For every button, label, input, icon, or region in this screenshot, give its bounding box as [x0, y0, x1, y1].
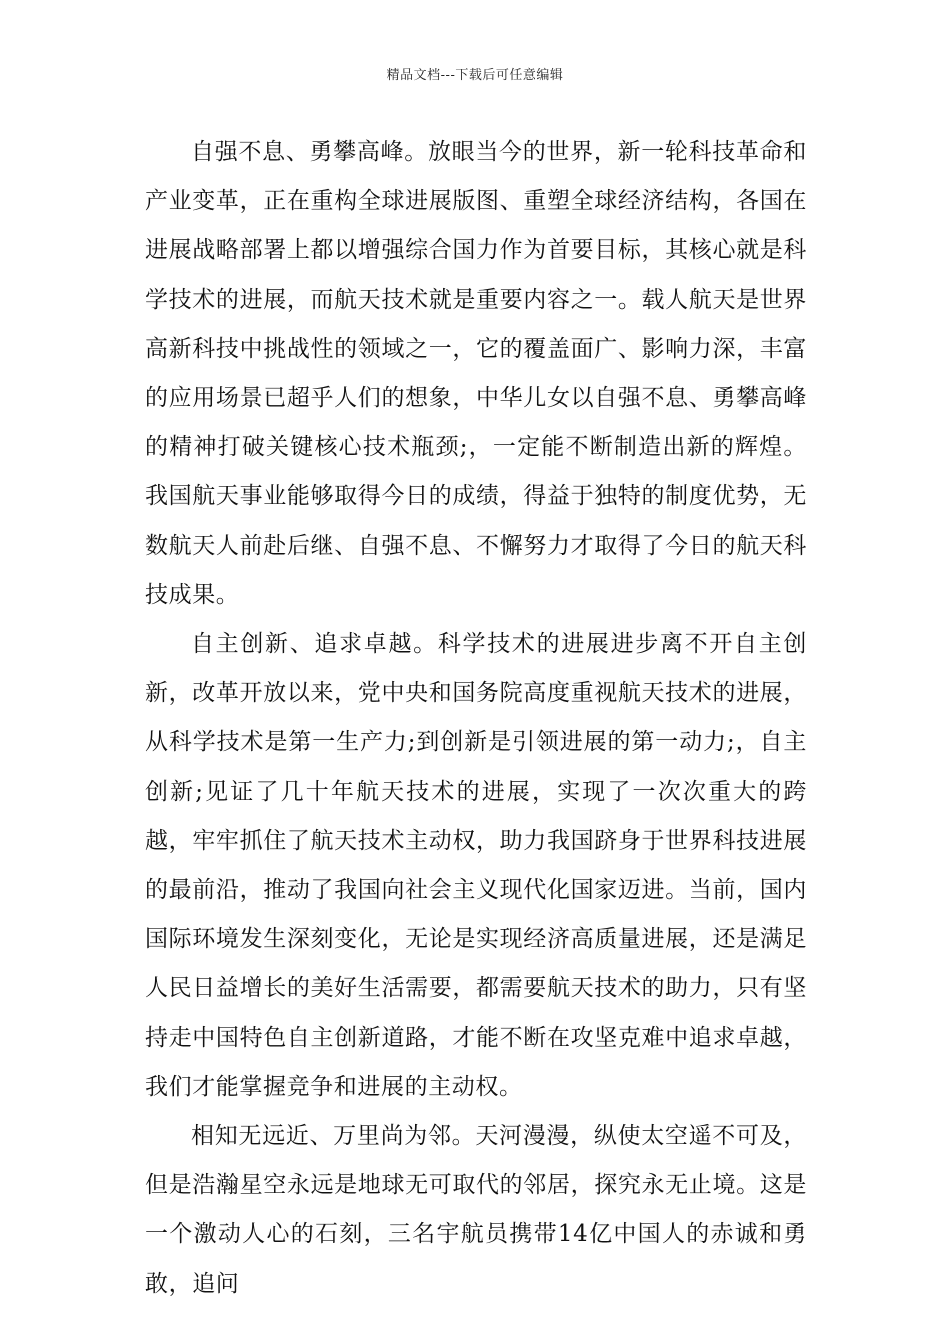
- paragraph-3: 相知无远近、万里尚为邻。天河漫漫，纵使太空遥不可及，但是浩瀚星空永远是地球无可取代的邻居，探究永无止境。这是一个激动人心的石刻，三名宇航员携带14亿中国人的赤诚和勇敢，追问: [145, 1123, 807, 1297]
- document-body: [145, 128, 807, 1309]
- paragraph-1: 自强不息、勇攀高峰。放眼当今的世界，新一轮科技革命和产业变革，正在重构全球进展版图、重塑全球经济结构，各国在进展战略部署上都以增强综合国力作为首要目标，其核心就是科学技术的进展，而航天技术就是重要内容之一。载人航天是世界高新科技中挑战性的领域之一，它的覆盖面广、影响力深，丰富的应用场景已超乎人们的想象，中华儿女以自强不息、勇攀高峰的精神打破关键核心技术瓶颈;，一定能不断制造出新的辉煌。我国航天事业能够取得今日的成绩，得益于独特的制度优势，无数航天人前赴后继、自强不息、不懈努力才取得了今日的航天科技成果。: [145, 139, 807, 608]
- paragraph-2: 自主创新、追求卓越。科学技术的进展进步离不开自主创新，改革开放以来，党中央和国务院高度重视航天技术的进展，从科学技术是第一生产力;到创新是引领进展的第一动力;，自主创新;见证了几十年航天技术的进展，实现了一次次重大的跨越，牢牢抓住了航天技术主动权，助力我国跻身于世界科技进展的最前沿，推动了我国向社会主义现代化国家迈进。当前，国内国际环境发生深刻变化，无论是实现经济高质量进展，还是满足人民日益增长的美好生活需要，都需要航天技术的助力，只有坚持走中国特色自主创新道路，才能不断在攻坚克难中追求卓越，我们才能掌握竞争和进展的主动权。: [145, 631, 807, 1100]
- page-header: 精品文档---下载后可任意编辑: [386, 68, 564, 83]
